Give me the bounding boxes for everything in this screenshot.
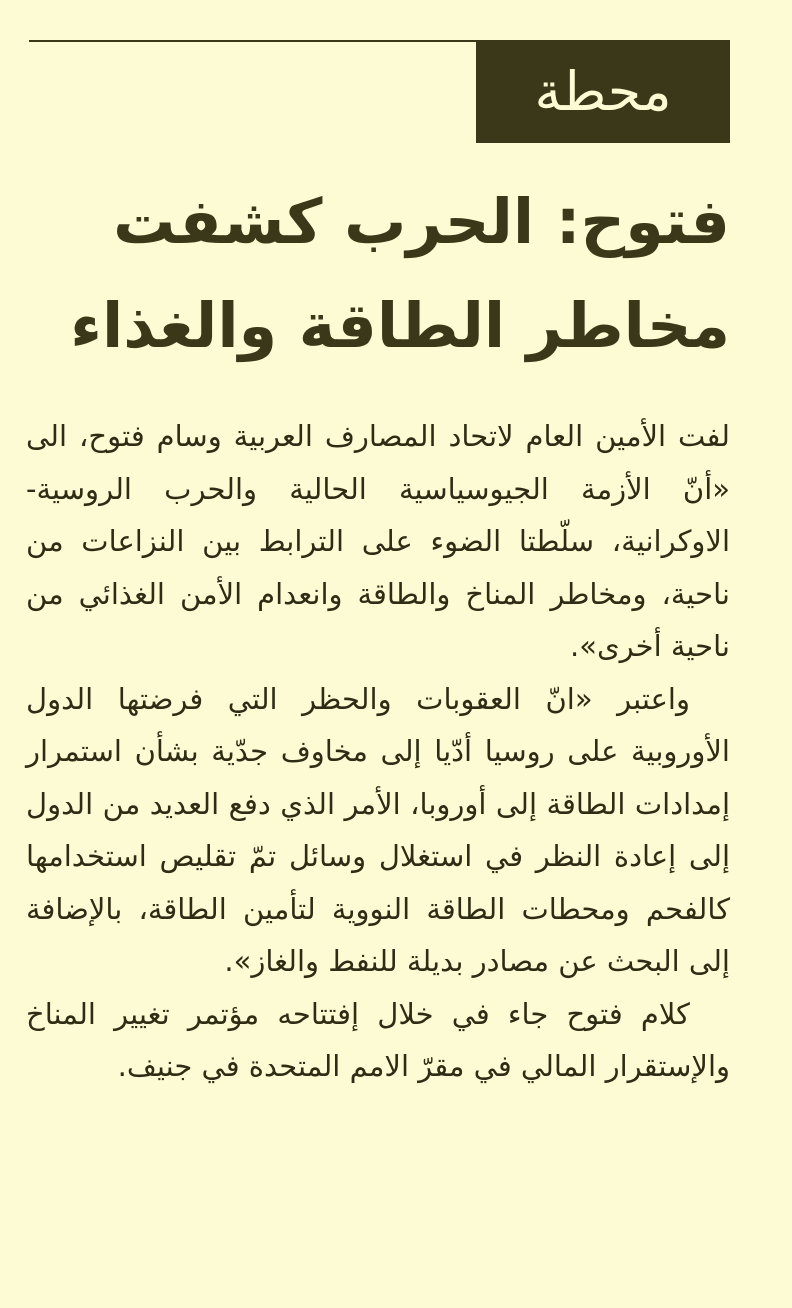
section-tag-label: محطة [534, 60, 672, 123]
section-tag [476, 40, 730, 143]
headline-line-2: مخاطر الطاقة والغذاء [70, 289, 730, 362]
article-paragraph-3: كلام فتوح جاء في خلال إفتتاحه مؤتمر تغيير المناخ والإستقرار المالي في مقرّ الامم المتحدة في جنيف. [26, 996, 730, 1083]
article-paragraph-2: واعتبر «انّ العقوبات والحظر التي فرضتها الدول الأوروبية على روسيا أدّيا إلى مخاوف جدّية بشأن استمرار إمدادات الطاقة إلى أوروبا، الأمر الذي دفع العديد من الدول إلى إعادة النظر في استغلال وسائل تمّ تقليص استخدامها كالفحم ومحطات الطاقة النووية لتأمين الطاقة، بالإضافة إلى البحث عن مصادر بديلة للنفط والغاز». [26, 681, 730, 978]
headline-line-1: فتوح: الحرب كشفت [113, 185, 730, 258]
headline [30, 170, 730, 378]
article-body [26, 410, 730, 1093]
article-paragraph-1: لفت الأمين العام لاتحاد المصارف العربية وسام فتوح، الى «أنّ الأزمة الجيوسياسية الحالية والحرب الروسية- الاوكرانية، سلّطتا الضوء على الترابط بين النزاعات من ناحية، ومخاطر المناخ والطاقة وانعدام الأمن الغذائي من ناحية أخرى». [26, 419, 730, 663]
